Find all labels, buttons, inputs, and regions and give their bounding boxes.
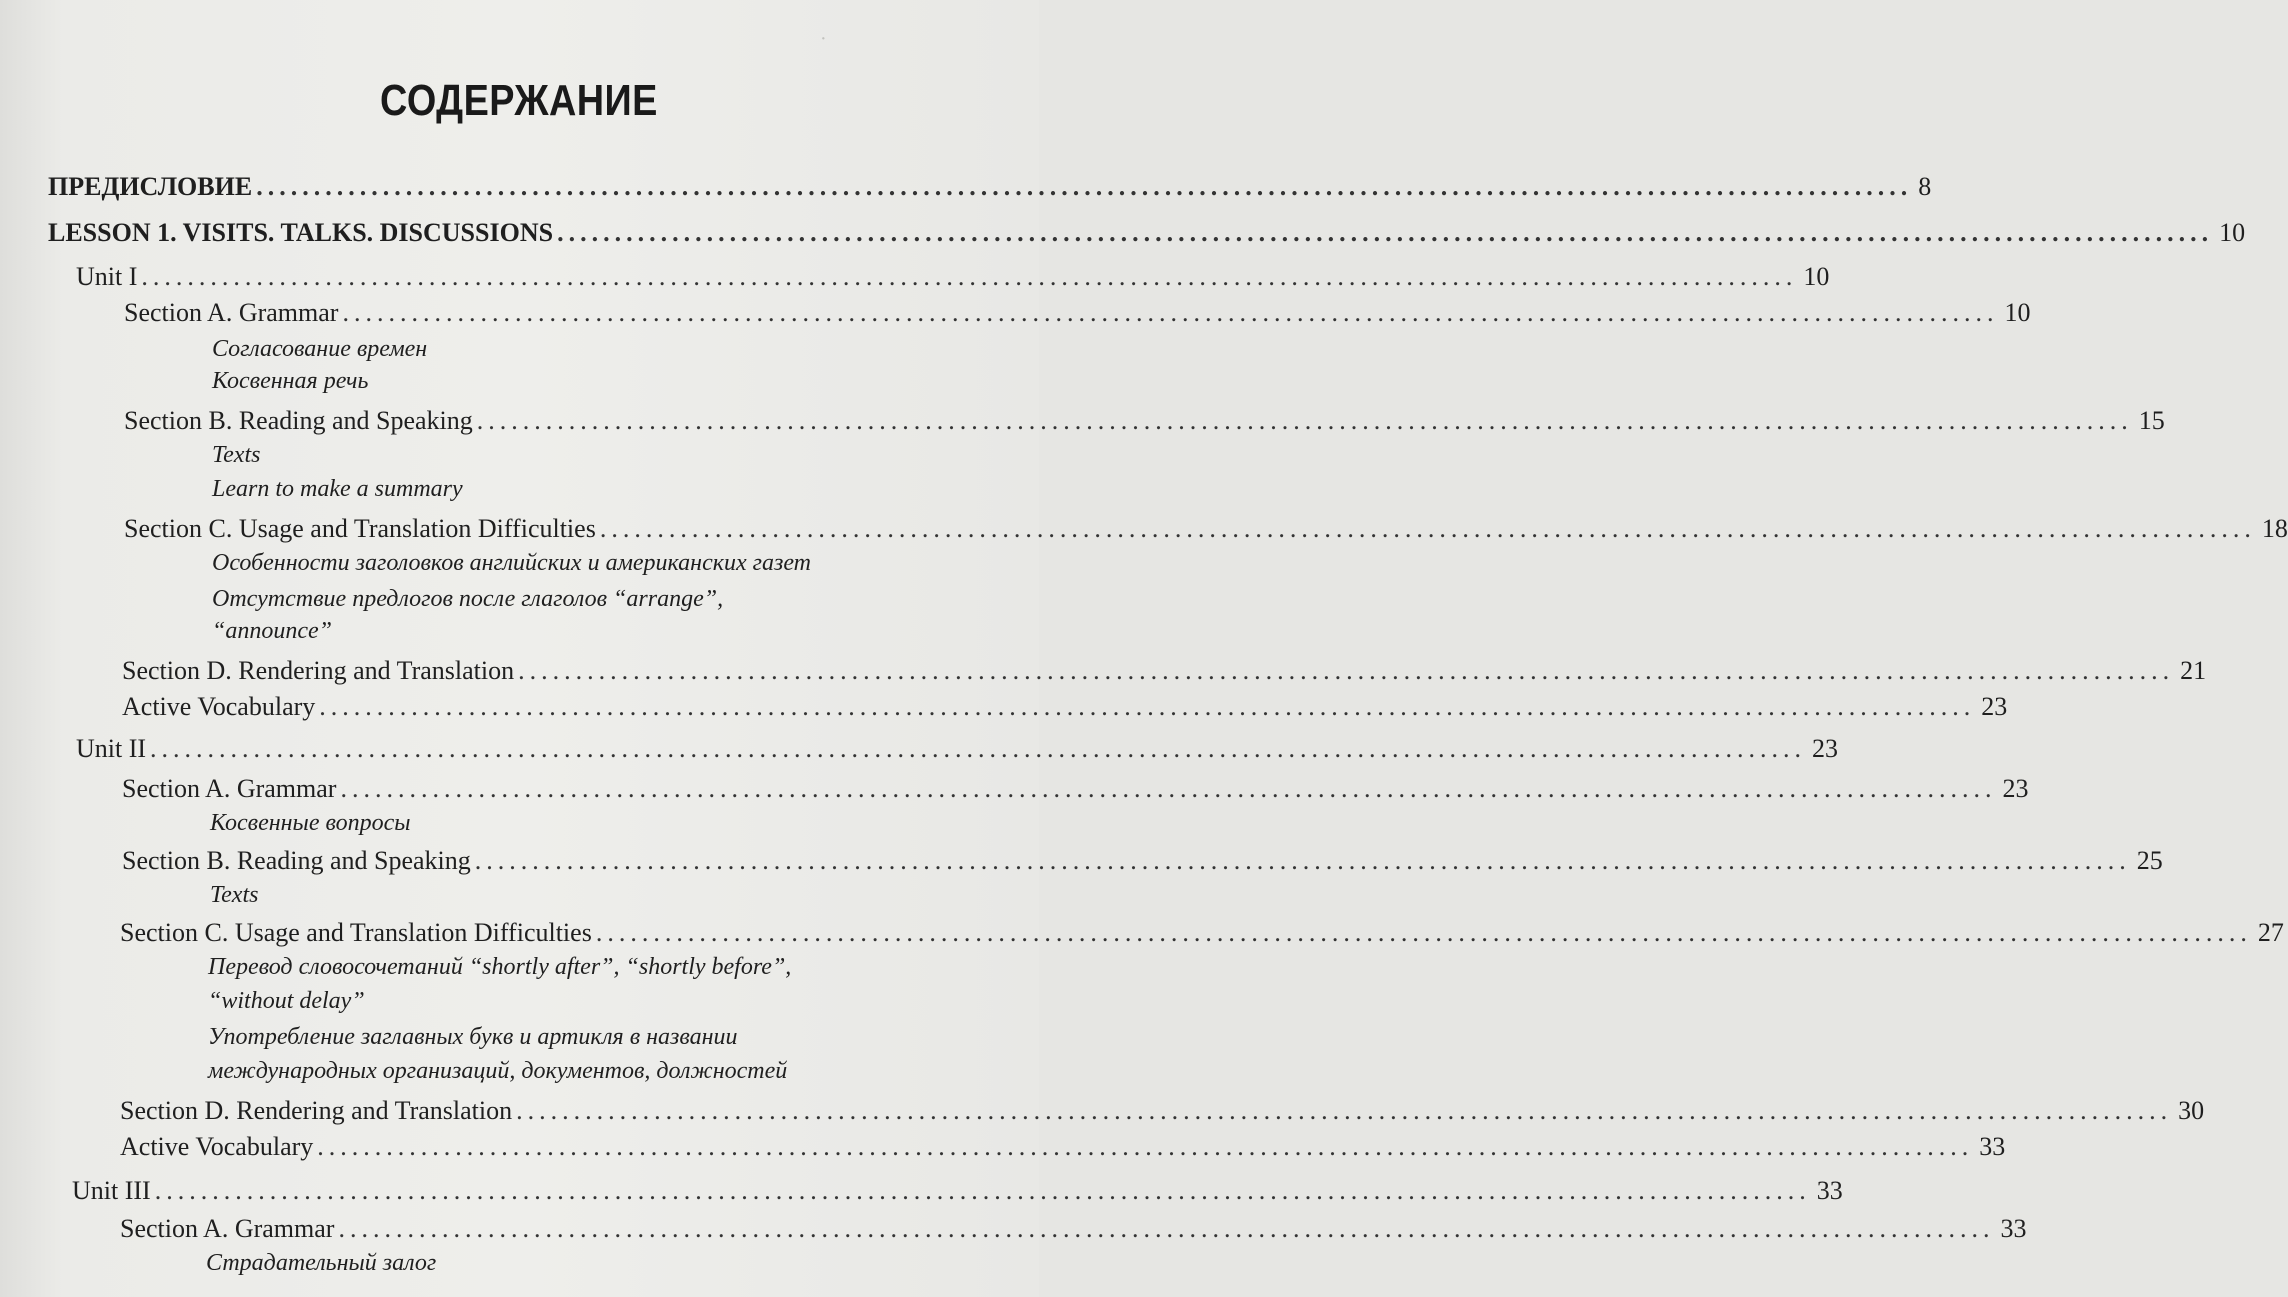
dot-leader: ................................................................................................................................................ — [342, 298, 1999, 327]
toc-page-number: 30 — [2178, 1096, 2205, 1125]
page-title: СОДЕРЖАНИЕ — [380, 76, 658, 125]
dot-leader: ................................................................................................................................................ — [317, 1132, 1974, 1161]
toc-entry-unit-1[interactable] — [76, 262, 1830, 292]
toc-page-number: 10 — [1803, 262, 1830, 291]
toc-entry-label: Section A. Grammar — [124, 298, 339, 327]
toc-page-number: 21 — [2180, 656, 2207, 685]
toc-subtopic: Перевод словосочетаний “shortly after”, “shortly before”, — [208, 954, 792, 980]
toc-entry-label: Unit II — [76, 734, 147, 763]
toc-subtopic: “announce” — [212, 618, 332, 644]
dot-leader: ................................................................................................................................................ — [474, 846, 2131, 875]
toc-subtopic: Texts — [212, 442, 261, 468]
toc-entry-label: Unit I — [76, 262, 138, 291]
toc-entry-preface[interactable] — [48, 172, 1932, 202]
toc-entry-unit-1-section-d[interactable] — [122, 656, 2207, 686]
dot-leader: ................................................................................................................................................ — [141, 262, 1798, 291]
toc-page-number: 8 — [1918, 172, 1932, 201]
toc-page-number: 33 — [1816, 1176, 1843, 1205]
toc-entry-label: Section C. Usage and Translation Difficulties — [120, 918, 592, 947]
toc-entry-unit-1-section-c[interactable] — [124, 514, 2288, 544]
toc-page-number: 18 — [2261, 514, 2288, 543]
dot-leader: ................................................................................................................................................ — [319, 692, 1976, 721]
toc-page-number: 10 — [2219, 218, 2246, 247]
toc-page-number: 25 — [2136, 846, 2163, 875]
dot-leader: ................................................................................................................................................ — [256, 172, 1913, 201]
toc-page-number: 33 — [1979, 1132, 2006, 1161]
toc-entry-label: Active Vocabulary — [120, 1132, 314, 1161]
toc-subtopic: Согласование времен — [212, 336, 428, 362]
toc-page-number: 23 — [1981, 692, 2008, 721]
toc-page-number: 23 — [2002, 774, 2029, 803]
dot-leader: ................................................................................................................................................ — [516, 1096, 2173, 1125]
dot-leader: ................................................................................................................................................ — [340, 774, 1997, 803]
dot-leader: ................................................................................................................................................ — [154, 1176, 1811, 1205]
dot-leader: ................................................................................................................................................ — [599, 514, 2256, 543]
toc-entry-label: Active Vocabulary — [122, 692, 316, 721]
toc-subtopic: Косвенные вопросы — [210, 810, 411, 836]
toc-page-number: 15 — [2138, 406, 2165, 435]
toc-subtopic: Отсутствие предлогов после глаголов “arrange”, — [212, 586, 724, 612]
show-through-text: · — [820, 28, 827, 50]
toc-entry-label: Section A. Grammar — [120, 1214, 335, 1243]
toc-subtopic: Косвенная речь — [212, 368, 369, 394]
dot-leader: ................................................................................................................................................ — [557, 218, 2214, 247]
toc-entry-unit-2[interactable] — [76, 734, 1839, 764]
toc-subtopic: международных организаций, документов, должностей — [208, 1058, 788, 1084]
toc-entry-label: Section B. Reading and Speaking — [122, 846, 471, 875]
toc-subtopic: Страдательный залог — [206, 1250, 437, 1276]
dot-leader: ................................................................................................................................................ — [150, 734, 1807, 763]
toc-subtopic: Употребление заглавных букв и артикля в названии — [208, 1024, 738, 1050]
toc-entry-label: Section B. Reading and Speaking — [124, 406, 473, 435]
toc-entry-label: Unit III — [72, 1176, 151, 1205]
toc-entry-unit-1-section-a[interactable] — [124, 298, 2031, 328]
toc-entry-unit-3[interactable] — [72, 1176, 1843, 1206]
toc-entry-label: LESSON 1. VISITS. TALKS. DISCUSSIONS — [48, 218, 554, 247]
toc-entry-unit-1-section-b[interactable] — [124, 406, 2165, 436]
toc-page-number: 33 — [2000, 1214, 2027, 1243]
toc-entry-label: ПРЕДИСЛОВИЕ — [48, 172, 253, 201]
toc-entry-label: Section C. Usage and Translation Difficulties — [124, 514, 596, 543]
toc-subtopic: Texts — [210, 882, 259, 908]
toc-subtopic: Особенности заголовков английских и американских газет — [212, 550, 812, 576]
toc-entry-lesson-1[interactable] — [48, 218, 2246, 248]
toc-page-number: 27 — [2257, 918, 2284, 947]
toc-entry-unit-2-vocabulary[interactable] — [120, 1132, 2006, 1162]
toc-entry-unit-3-section-a[interactable] — [120, 1214, 2027, 1244]
toc-entry-unit-2-section-d[interactable] — [120, 1096, 2205, 1126]
dot-leader: ................................................................................................................................................ — [338, 1214, 1995, 1243]
toc-entry-label: Section D. Rendering and Translation — [120, 1096, 513, 1125]
toc-entry-unit-1-vocabulary[interactable] — [122, 692, 2008, 722]
toc-entry-unit-2-section-a[interactable] — [122, 774, 2029, 804]
toc-subtopic: “without delay” — [208, 988, 365, 1014]
toc-entry-label: Section A. Grammar — [122, 774, 337, 803]
toc-page-number: 23 — [1812, 734, 1839, 763]
toc-entry-unit-2-section-c[interactable] — [120, 918, 2284, 948]
toc-entry-unit-2-section-b[interactable] — [122, 846, 2163, 876]
toc-page-number: 10 — [2004, 298, 2031, 327]
dot-leader: ................................................................................................................................................ — [518, 656, 2175, 685]
toc-subtopic: Learn to make a summary — [212, 476, 463, 502]
dot-leader: ................................................................................................................................................ — [595, 918, 2252, 947]
dot-leader: ................................................................................................................................................ — [476, 406, 2133, 435]
toc-entry-label: Section D. Rendering and Translation — [122, 656, 515, 685]
